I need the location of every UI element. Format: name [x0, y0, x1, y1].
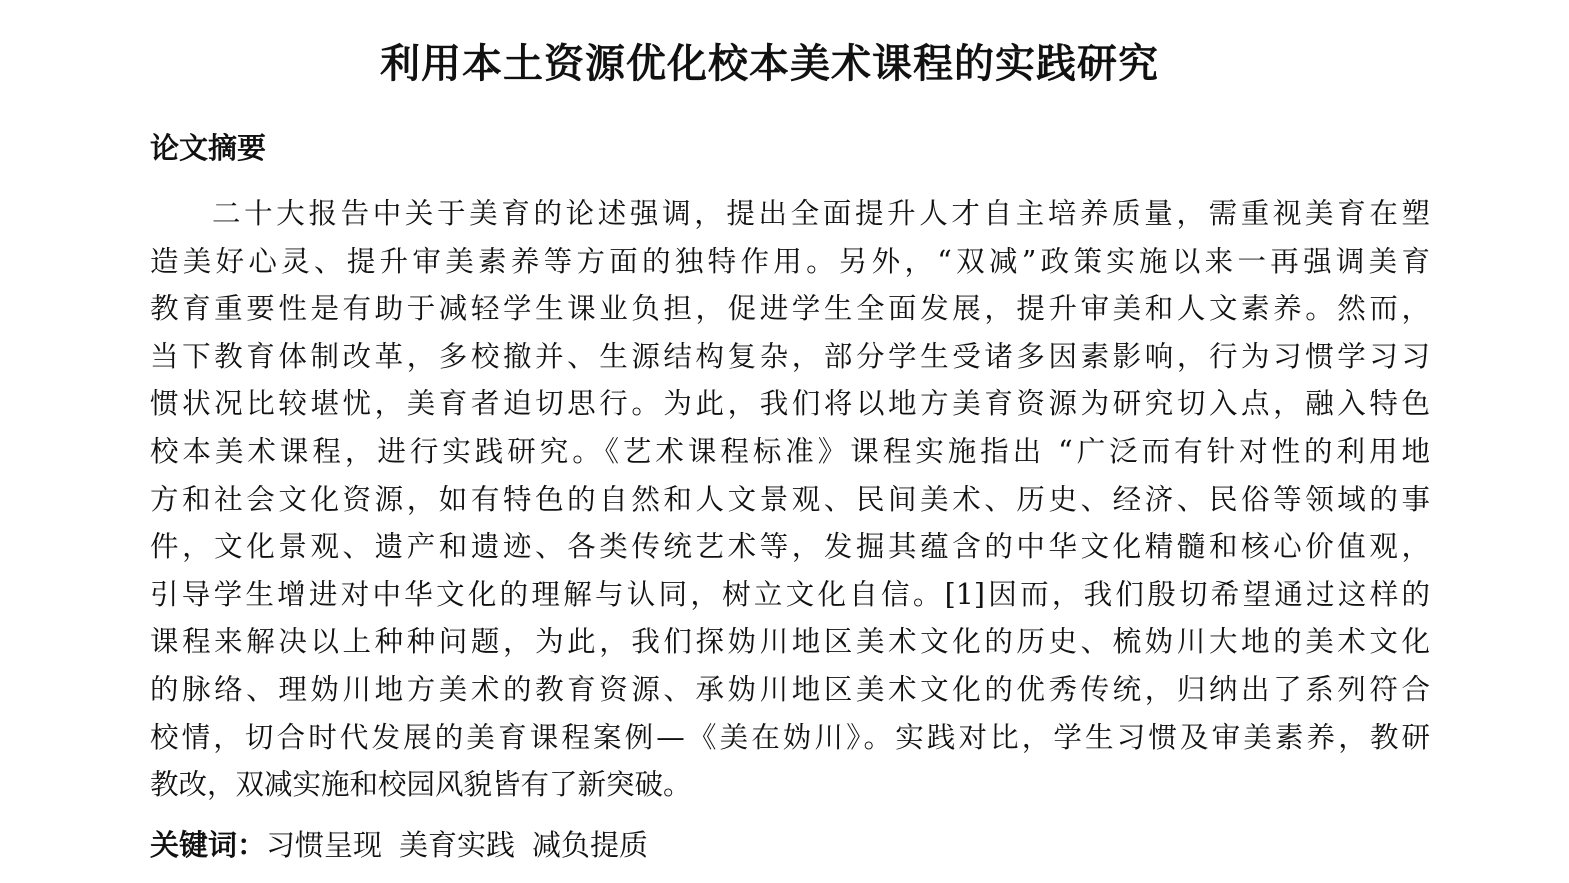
abstract-line: 教育重要性是有助于减轻学生课业负担，促进学生全面发展，提升审美和人文素养。然而，: [150, 292, 1430, 326]
abstract-line: 的脉络、理妫川地方美术的教育资源、承妫川地区美术文化的优秀传统，归纳出了系列符合: [150, 672, 1430, 706]
abstract-line: 方和社会文化资源，如有特色的自然和人文景观、民间美术、历史、经济、民俗等领域的事: [150, 482, 1430, 516]
abstract-line: 件，文化景观、遗产和遗迹、各类传统艺术等，发掘其蕴含的中华文化精髓和核心价值观，: [150, 530, 1430, 564]
page-title: 利用本土资源优化校本美术课程的实践研究: [380, 40, 1159, 87]
abstract-line: 惯状况比较堪忧，美育者迫切思行。为此，我们将以地方美育资源为研究切入点，融入特色: [150, 387, 1430, 421]
keywords-line: [150, 823, 665, 867]
abstract-line: 二十大报告中关于美育的论述强调，提出全面提升人才自主培养质量，需重视美育在塑: [212, 197, 1430, 230]
abstract-line: 校情，切合时代发展的美育课程案例—《美在妫川》。实践对比，学生习惯及审美素养，教研: [150, 720, 1430, 754]
abstract-line: 引导学生增进对中华文化的理解与认同，树立文化自信。[1]因而，我们殷切希望通过这样的: [150, 577, 1430, 611]
abstract-line: 教改，双减实施和校园风貌皆有了新突破。: [150, 768, 692, 802]
abstract-line: 当下教育体制改革，多校撤并、生源结构复杂，部分学生受诸多因素影响，行为习惯学习习: [150, 339, 1430, 373]
abstract-line: 校本美术课程，进行实践研究。《艺术课程标准》课程实施指出 “广泛而有针对性的利用地: [150, 434, 1430, 468]
keywords-label: 关键词：: [150, 828, 267, 862]
abstract-heading: 论文摘要: [150, 131, 267, 165]
abstract-line: 课程来解决以上种种问题，为此，我们探妫川地区美术文化的历史、梳妫川大地的美术文化: [150, 625, 1430, 659]
keyword: 美育实践: [399, 828, 516, 862]
abstract-body: [150, 190, 1430, 809]
abstract-line: 造美好心灵、提升审美素养等方面的独特作用。另外，“双减”政策实施以来一再强调美育: [150, 244, 1430, 278]
keyword: 习惯呈现: [266, 828, 383, 862]
keyword: 减负提质: [532, 828, 649, 862]
